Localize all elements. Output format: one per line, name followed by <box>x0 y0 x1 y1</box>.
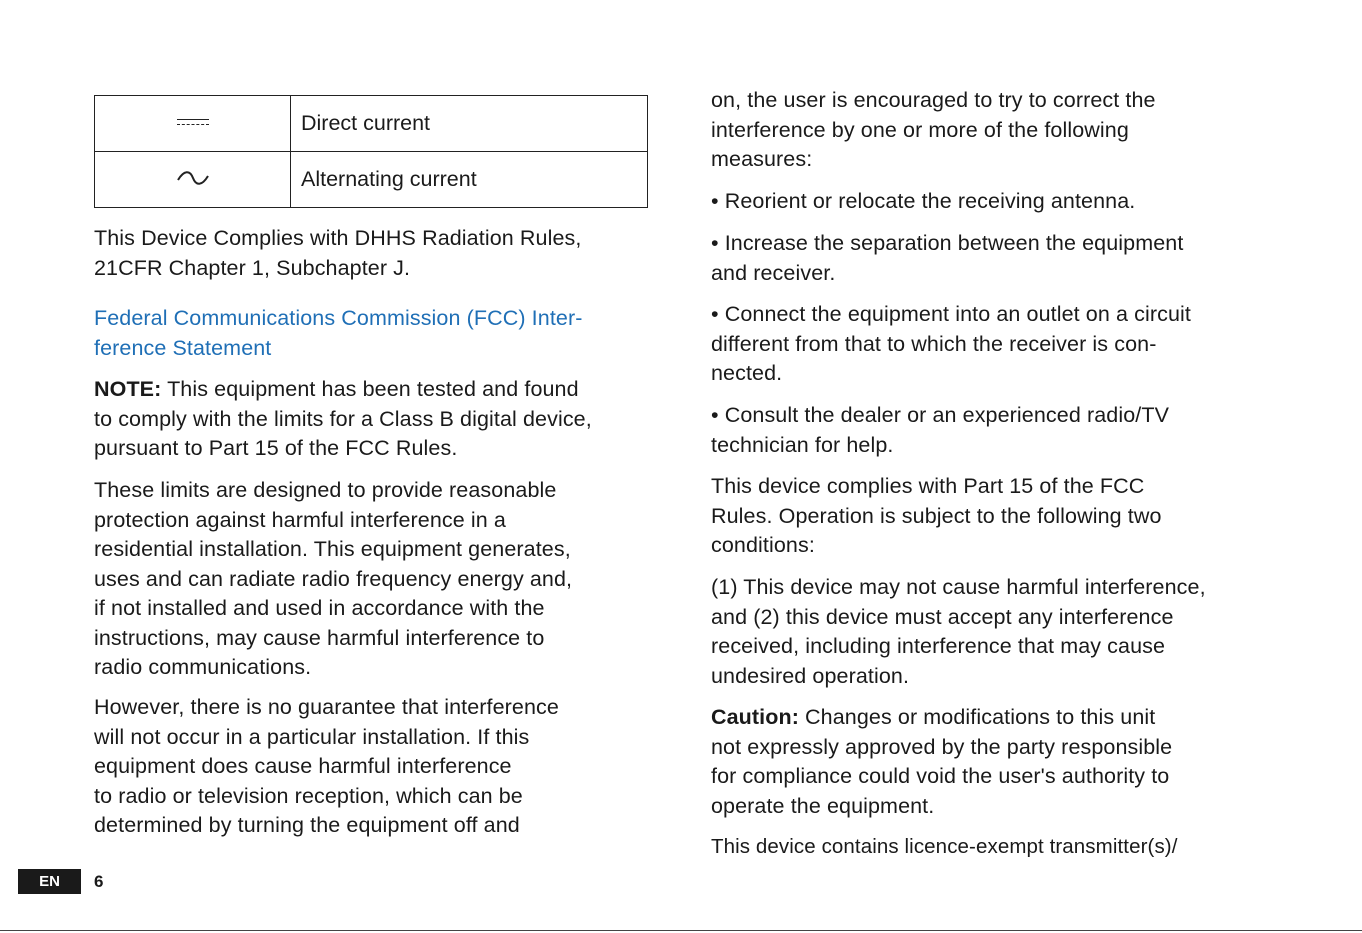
table-row <box>95 96 648 152</box>
limits-paragraph: These limits are designed to provide reasonable protection against harmful interference in a residential installation. This equipment generates, uses and can radiate radio frequency energy and, if not installed and used in accordance with the instructions, may cause harmful interference to radio communications. <box>94 478 573 679</box>
page-number: 6 <box>94 872 104 891</box>
conditions-paragraph: (1) This device may not cause harmful interference, and (2) this device must accept any interference received, including interference that may cause undesired operation. <box>711 575 1206 688</box>
bullet-separation: • Increase the separation between the equipment and receiver. <box>711 231 1184 285</box>
fcc-heading: Federal Communications Commission (FCC) Inter- ference Statement <box>94 306 583 360</box>
table-row <box>95 152 648 208</box>
caution-label: Caution: <box>711 705 799 729</box>
dhhs-statement: This Device Complies with DHHS Radiation Rules, 21CFR Chapter 1, Subchapter J. <box>94 226 582 280</box>
note-label: NOTE: <box>94 377 162 401</box>
bullet-outlet: • Connect the equipment into an outlet on a circuit different from that to which the receiver is con- nected. <box>711 302 1191 385</box>
continued-paragraph: on, the user is encouraged to try to correct the interference by one or more of the following measures: <box>711 88 1156 171</box>
however-paragraph: However, there is no guarantee that interference will not occur in a particular installation. If this equipment does cause harmful interference to radio or television reception, which can be determined by turning the equipment off and <box>94 695 559 837</box>
symbol-table <box>94 95 648 208</box>
bullet-reorient: • Reorient or relocate the receiving antenna. <box>711 189 1136 213</box>
alternating-current-icon <box>95 152 291 208</box>
licence-paragraph: This device contains licence-exempt transmitter(s)/ <box>711 835 1178 858</box>
language-tag: EN <box>18 869 81 894</box>
direct-current-icon <box>95 96 291 152</box>
bottom-rule <box>0 930 1362 931</box>
symbol-label: Direct current <box>291 96 648 152</box>
caution-paragraph: Caution: Changes or modifications to this unit not expressly approved by the party responsible for compliance could void the user's authority to operate the equipment. <box>711 705 1173 818</box>
part15-paragraph: This device complies with Part 15 of the FCC Rules. Operation is subject to the following two conditions: <box>711 474 1162 557</box>
bullet-dealer: • Consult the dealer or an experienced radio/TV technician for help. <box>711 403 1170 457</box>
note-paragraph: NOTE: This equipment has been tested and found to comply with the limits for a Class B digital device, pursuant to Part 15 of the FCC Rules. <box>94 377 592 460</box>
symbol-label: Alternating current <box>291 152 648 208</box>
